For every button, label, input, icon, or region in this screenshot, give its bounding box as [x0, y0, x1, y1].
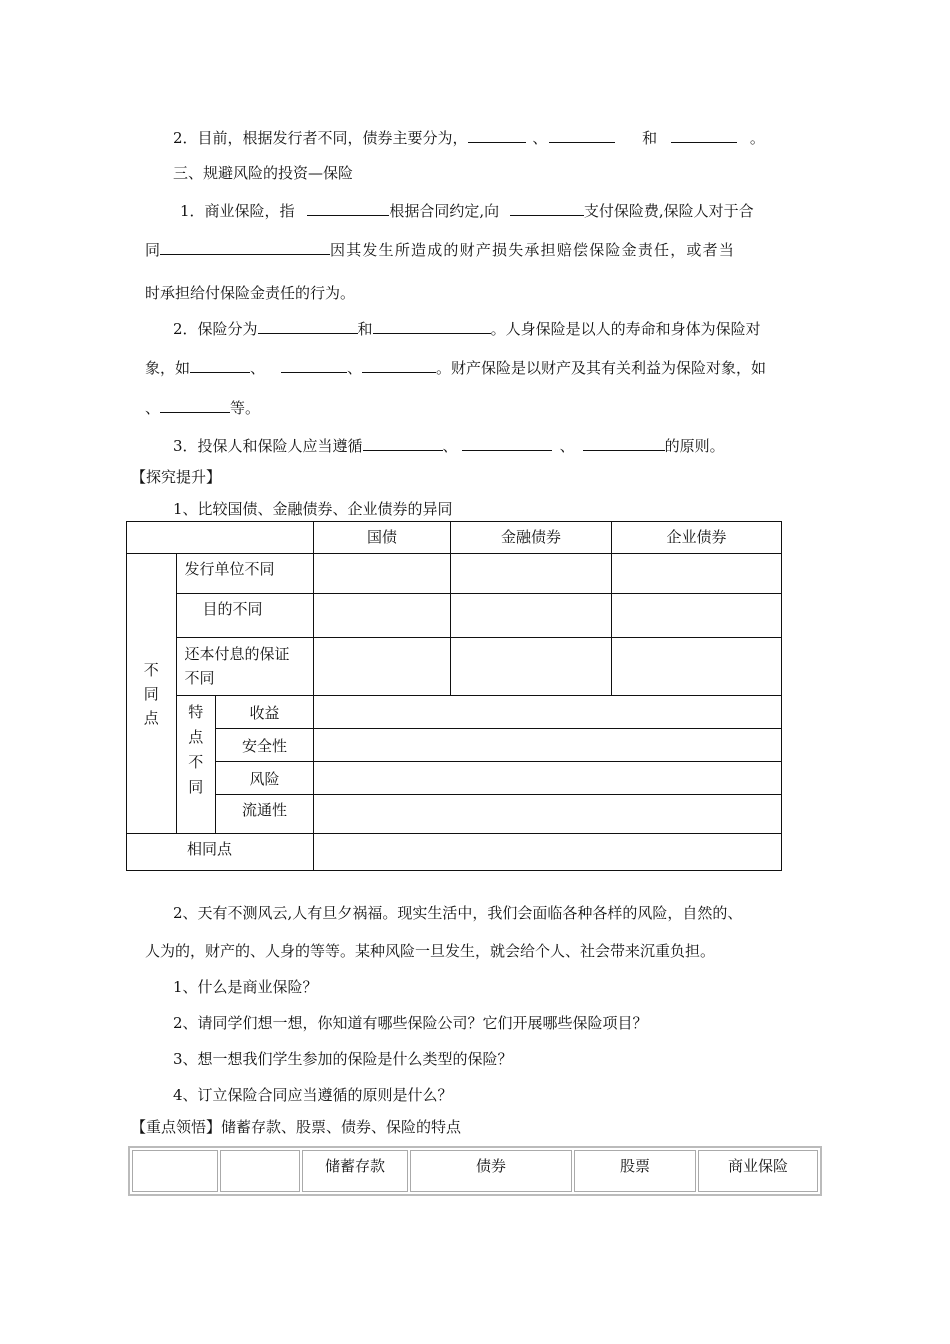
blank[interactable] [281, 358, 347, 373]
header-stocks: 股票 [574, 1150, 696, 1192]
blank[interactable] [160, 240, 330, 255]
cell[interactable] [451, 554, 612, 594]
blank[interactable] [510, 201, 584, 216]
explore-heading: 【探究提升】 [131, 468, 222, 486]
blank[interactable] [373, 319, 491, 334]
sub-question: 1、什么是商业保险？ [173, 978, 318, 996]
cell[interactable] [314, 594, 451, 638]
col-header-corporate: 企业债券 [612, 522, 782, 554]
feature-yield: 收益 [215, 696, 313, 729]
blank[interactable] [307, 201, 389, 216]
header-cell [132, 1150, 218, 1192]
header-bonds: 债券 [410, 1150, 572, 1192]
cell[interactable] [314, 696, 782, 729]
blank[interactable] [583, 436, 665, 451]
explore-item2-line2: 人为的，财产的、人身的等等。某种风险一旦发生，就会给个人、社会带来沉重负担。 [145, 942, 716, 960]
explore-item1: 1、比较国债、金融债券、企业债券的异同 [173, 500, 453, 518]
bond-comparison-table [126, 521, 782, 871]
cell[interactable] [314, 762, 782, 795]
row-purpose: 目的不同 [176, 594, 313, 638]
sub-question: 4、订立保险合同应当遵循的原则是什么？ [173, 1086, 453, 1104]
insurance-definition-line1: 1．商业保险，指 根据合同约定,向 支付保险费,保险人对于合 [180, 202, 754, 220]
blank[interactable] [468, 128, 526, 143]
cell[interactable] [314, 638, 451, 696]
blank[interactable] [363, 436, 443, 451]
row-guarantee: 还本付息的保证 不同 [176, 638, 313, 696]
insurance-types-line3: 、 等。 [145, 399, 261, 417]
row-issuer: 发行单位不同 [176, 554, 313, 594]
cell[interactable] [612, 554, 782, 594]
cell[interactable] [451, 594, 612, 638]
explore-item2-line1: 2、天有不测风云,人有旦夕祸福。现实生活中，我们会面临各种各样的风险，自然的、 [173, 904, 743, 922]
same-label: 相同点 [127, 834, 314, 871]
feature-risk: 风险 [215, 762, 313, 795]
sub-question: 3、想一想我们学生参加的保险是什么类型的保险？ [173, 1050, 513, 1068]
blank[interactable] [362, 358, 436, 373]
cell[interactable] [314, 795, 782, 834]
cell[interactable] [612, 594, 782, 638]
bond-question: 2．目前，根据发行者不同，债券主要分为， 、 和 。 [173, 129, 765, 147]
insurance-types-line2: 象，如 、 、 。财产保险是以财产及其有关利益为保险对象，如 [145, 359, 767, 377]
feature-safety: 安全性 [215, 729, 313, 762]
cell[interactable] [612, 638, 782, 696]
blank[interactable] [671, 128, 737, 143]
diff-label: 不 同 点 [127, 554, 177, 834]
header-savings: 储蓄存款 [302, 1150, 408, 1192]
col-header-treasury: 国债 [314, 522, 451, 554]
cell[interactable] [314, 834, 782, 871]
blank[interactable] [549, 128, 615, 143]
blank[interactable] [190, 358, 250, 373]
blank[interactable] [462, 436, 552, 451]
insurance-principles: 3．投保人和保险人应当遵循 、 、 的原则。 [173, 437, 725, 455]
insurance-definition-line3: 时承担给付保险金责任的行为。 [145, 284, 356, 302]
insurance-types-line1: 2．保险分为 和 。人身保险是以人的寿命和身体为保险对 [173, 320, 761, 338]
col-header-financial: 金融债券 [451, 522, 612, 554]
feature-label: 特 点 不 同 [176, 696, 215, 834]
insurance-definition-line2: 同 因其发生所造成的财产损失承担赔偿保险金责任，或者当 [145, 241, 736, 259]
cell[interactable] [314, 554, 451, 594]
blank[interactable] [258, 319, 358, 334]
cell[interactable] [451, 638, 612, 696]
section3-title: 三、规避风险的投资—保险 [173, 164, 354, 182]
sub-question: 2、请同学们想一想，你知道有哪些保险公司？它们开展哪些保险项目？ [173, 1014, 648, 1032]
blank[interactable] [160, 398, 230, 413]
feature-liquidity: 流通性 [215, 795, 313, 834]
cell[interactable] [314, 729, 782, 762]
key-heading: 【重点领悟】储蓄存款、股票、债券、保险的特点 [131, 1118, 462, 1136]
header-insurance: 商业保险 [698, 1150, 818, 1192]
investment-features-table [128, 1146, 822, 1196]
table-corner [127, 522, 314, 554]
header-cell [220, 1150, 300, 1192]
